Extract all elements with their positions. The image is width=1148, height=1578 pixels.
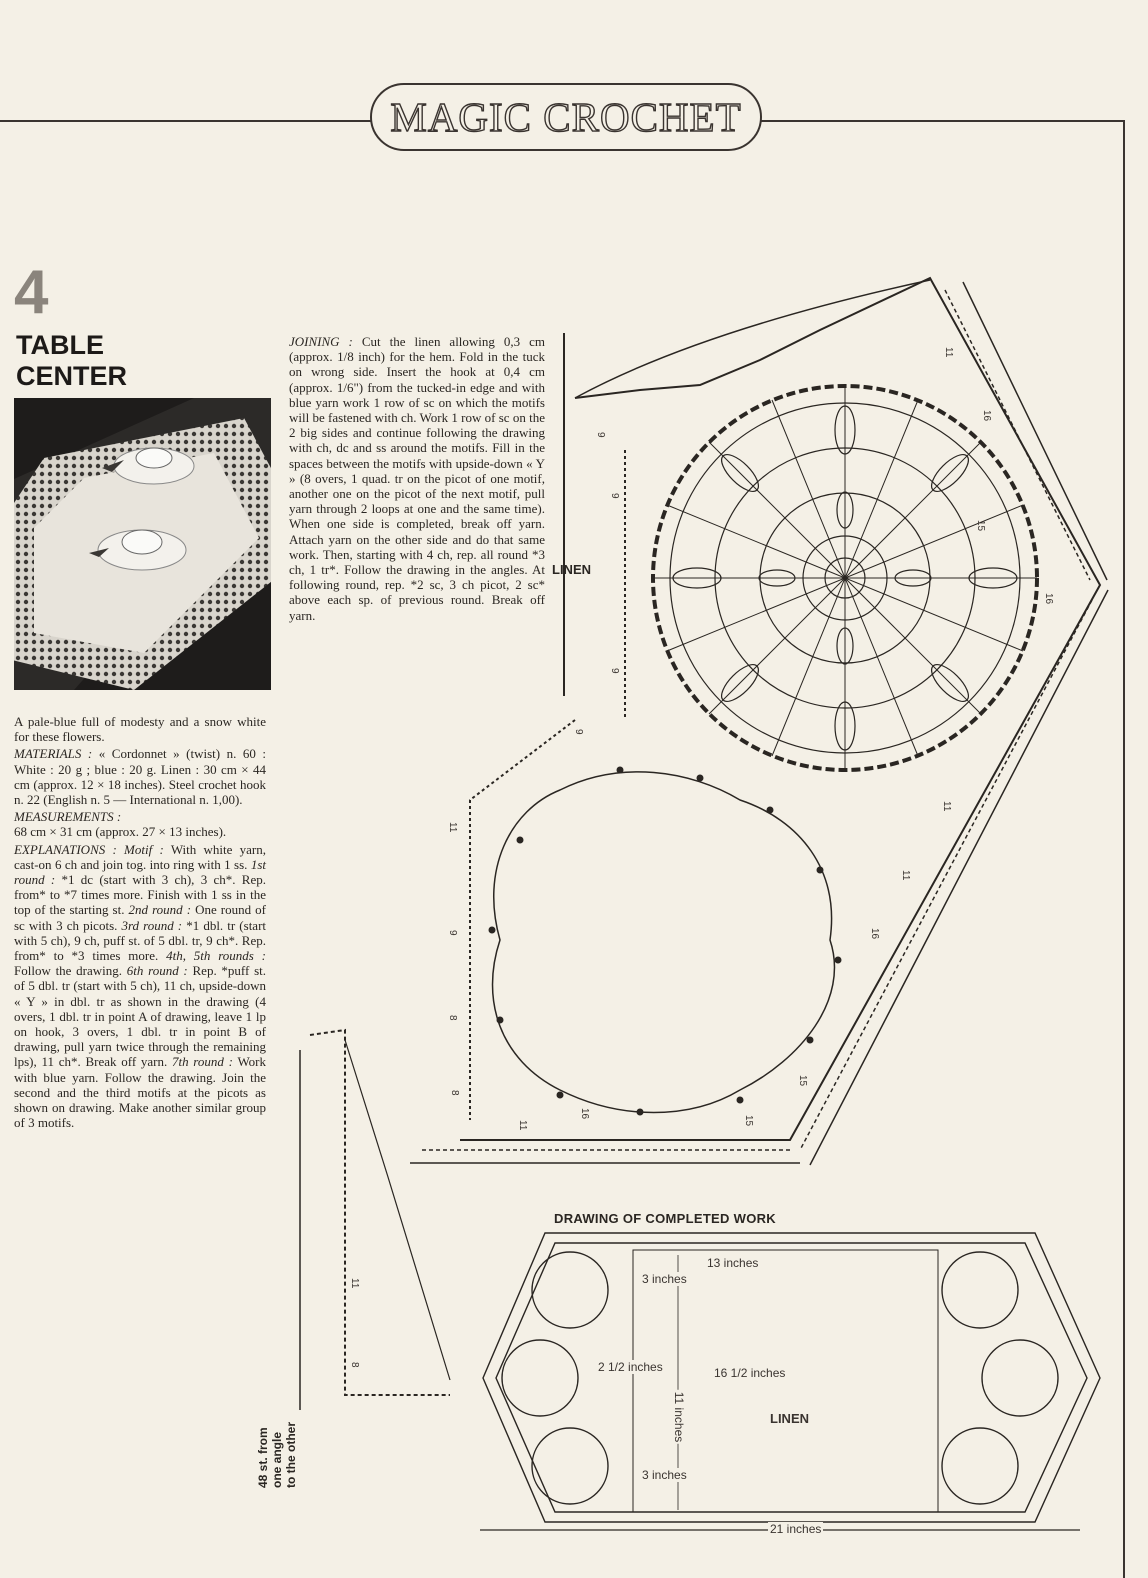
round-45-text: Follow the drawing. [14, 963, 123, 979]
completed-work-caption: DRAWING OF COMPLETED WORK [554, 1211, 776, 1226]
stitch-count-label: 9 [447, 930, 458, 936]
stitch-count-label: 9 [609, 493, 620, 499]
stitch-count-label: 8 [349, 1362, 360, 1368]
linen-label: LINEN [552, 562, 591, 577]
round-3-text: *1 dbl. tr (start with 5 ch), 9 ch, puff st. of 5 dbl. tr, 9 ch*. Rep. from* to *3 times more. [14, 917, 267, 964]
title-line-1: TABLE [16, 330, 104, 360]
intro-text: A pale-blue full of modesty and a snow white for these flowers. [14, 714, 266, 745]
dim-top-gap: 3 inches [642, 1272, 687, 1286]
stitch-count-label: 16 [981, 410, 992, 422]
side-note-line-1: 48 st. from [256, 1427, 270, 1488]
round-7-label: 7th round : [171, 1054, 233, 1070]
stitch-count-note [256, 1378, 336, 1488]
stitch-count-label: 8 [447, 1015, 458, 1021]
dim-bottom-gap: 3 inches [642, 1468, 687, 1482]
stitch-count-label: 16 [869, 928, 880, 940]
side-note-line-2: one angle [270, 1431, 284, 1488]
dim-mid-right: 16 1/2 inches [714, 1366, 786, 1380]
stitch-count-label: 9 [595, 432, 606, 438]
joining-label: JOINING : [289, 334, 353, 349]
stitch-count-label: 11 [941, 801, 952, 812]
round-1-label: 1st round : [14, 856, 267, 888]
side-note-line-3: to the other [284, 1422, 298, 1488]
materials-text: « Cordonnet » (twist) n. 60 : White : 20 g ; blue : 20 g. Linen : 30 cm × 44 cm (approx. 12 × 18 inches). Steel crochet hook n. 22 (English n. 5 — International n. 1,00). [14, 746, 267, 808]
stitch-count-label: 15 [743, 1115, 754, 1127]
project-number: 4 [14, 258, 49, 327]
stitch-count-label: 16 [1043, 593, 1054, 605]
joining-text: Cut the linen allowing 0,3 cm (approx. 1/8 inch) for the hem. Fold in the tuck on wrong side. Insert the hook at 0,4 cm (approx. 1/6") from the tucked-in edge and with blue yarn work 1 row of sc on which the motifs will be fastened with ch. Work 1 row of sc on the 2 big sides and continue following the drawing with ch, dc and ss around the motifs. Fill in the spaces between the motifs with upside-down « Y » (8 overs, 1 quad. tr on the picot of one motif, another one on the picot of the next motif, pull yarn through 2 loops at one and the same time). When one side is completed, break off yarn. Attach yarn on the other side and do that same work. Then, starting with 4 ch, rep. all round *3 ch, 1 tr*. Follow the drawing in the angles. At following round, rep. *2 sc, 3 ch picot, 2 sc* above each sp. of previous round. Break off yarn. [289, 334, 545, 623]
materials-label: MATERIALS : [14, 746, 93, 762]
explanations-label: EXPLANATIONS : Motif : [14, 841, 164, 857]
stitch-count-label: 15 [797, 1075, 808, 1087]
stitch-count-label: 11 [447, 822, 458, 833]
round-6-text: Rep. *puff st. of 5 dbl. tr (start with 5 ch), 11 ch, upside-down « Y » in dbl. tr as shown in the drawing (4 overs, 1 dbl. tr in point A of drawing, leave 1 lp on hook, 3 overs, 1 dbl. tr in point B of drawing, pull yarn twice through the remaining lps), 11 ch*. Break off yarn. [14, 963, 266, 1070]
stitch-count-label: 11 [517, 1120, 528, 1131]
stitch-count-label: 11 [349, 1278, 360, 1289]
dim-width: 21 inches [770, 1522, 822, 1536]
dim-height: 11 inches [672, 1391, 687, 1443]
stitch-count-label: 8 [449, 1090, 460, 1096]
measurements-text: 68 cm × 31 cm (approx. 27 × 13 inches). [14, 824, 227, 840]
stitch-count-label: 15 [975, 520, 986, 532]
round-2-text: One round of sc with 3 ch picots. [14, 902, 267, 933]
round-45-label: 4th, 5th rounds : [166, 948, 266, 964]
schematic-linen-label: LINEN [770, 1411, 809, 1426]
round-1-text: *1 dc (start with 3 ch), 3 ch*. Rep. from* to *7 times more. Finish with 1 ss in the top of the starting st. [14, 872, 267, 918]
stitch-count-label: 11 [943, 347, 954, 358]
round-6-label: 6th round : [126, 963, 188, 979]
round-2-label: 2nd round : [128, 902, 192, 918]
masthead-text: MAGIC CROCHET [390, 94, 742, 140]
round-3-label: 3rd round : [121, 917, 183, 933]
stitch-count-label: 11 [900, 870, 911, 881]
stitch-count-label: 9 [573, 729, 584, 735]
explanations-text: With white yarn, cast-on 6 ch and join tog. into ring with 1 ss. [14, 841, 266, 872]
stitch-count-label: 9 [609, 668, 620, 674]
stitch-count-label: 16 [579, 1108, 590, 1120]
title-line-2: CENTER [16, 361, 128, 391]
dim-mid-left: 2 1/2 inches [598, 1360, 663, 1374]
dim-top: 13 inches [707, 1256, 759, 1270]
measurements-label: MEASUREMENTS : [14, 809, 122, 825]
round-7-text: Work with blue yarn. Follow the drawing. Join the second and the third motifs at the picots as shown on drawing. Make another similar group of 3 motifs. [14, 1054, 267, 1131]
